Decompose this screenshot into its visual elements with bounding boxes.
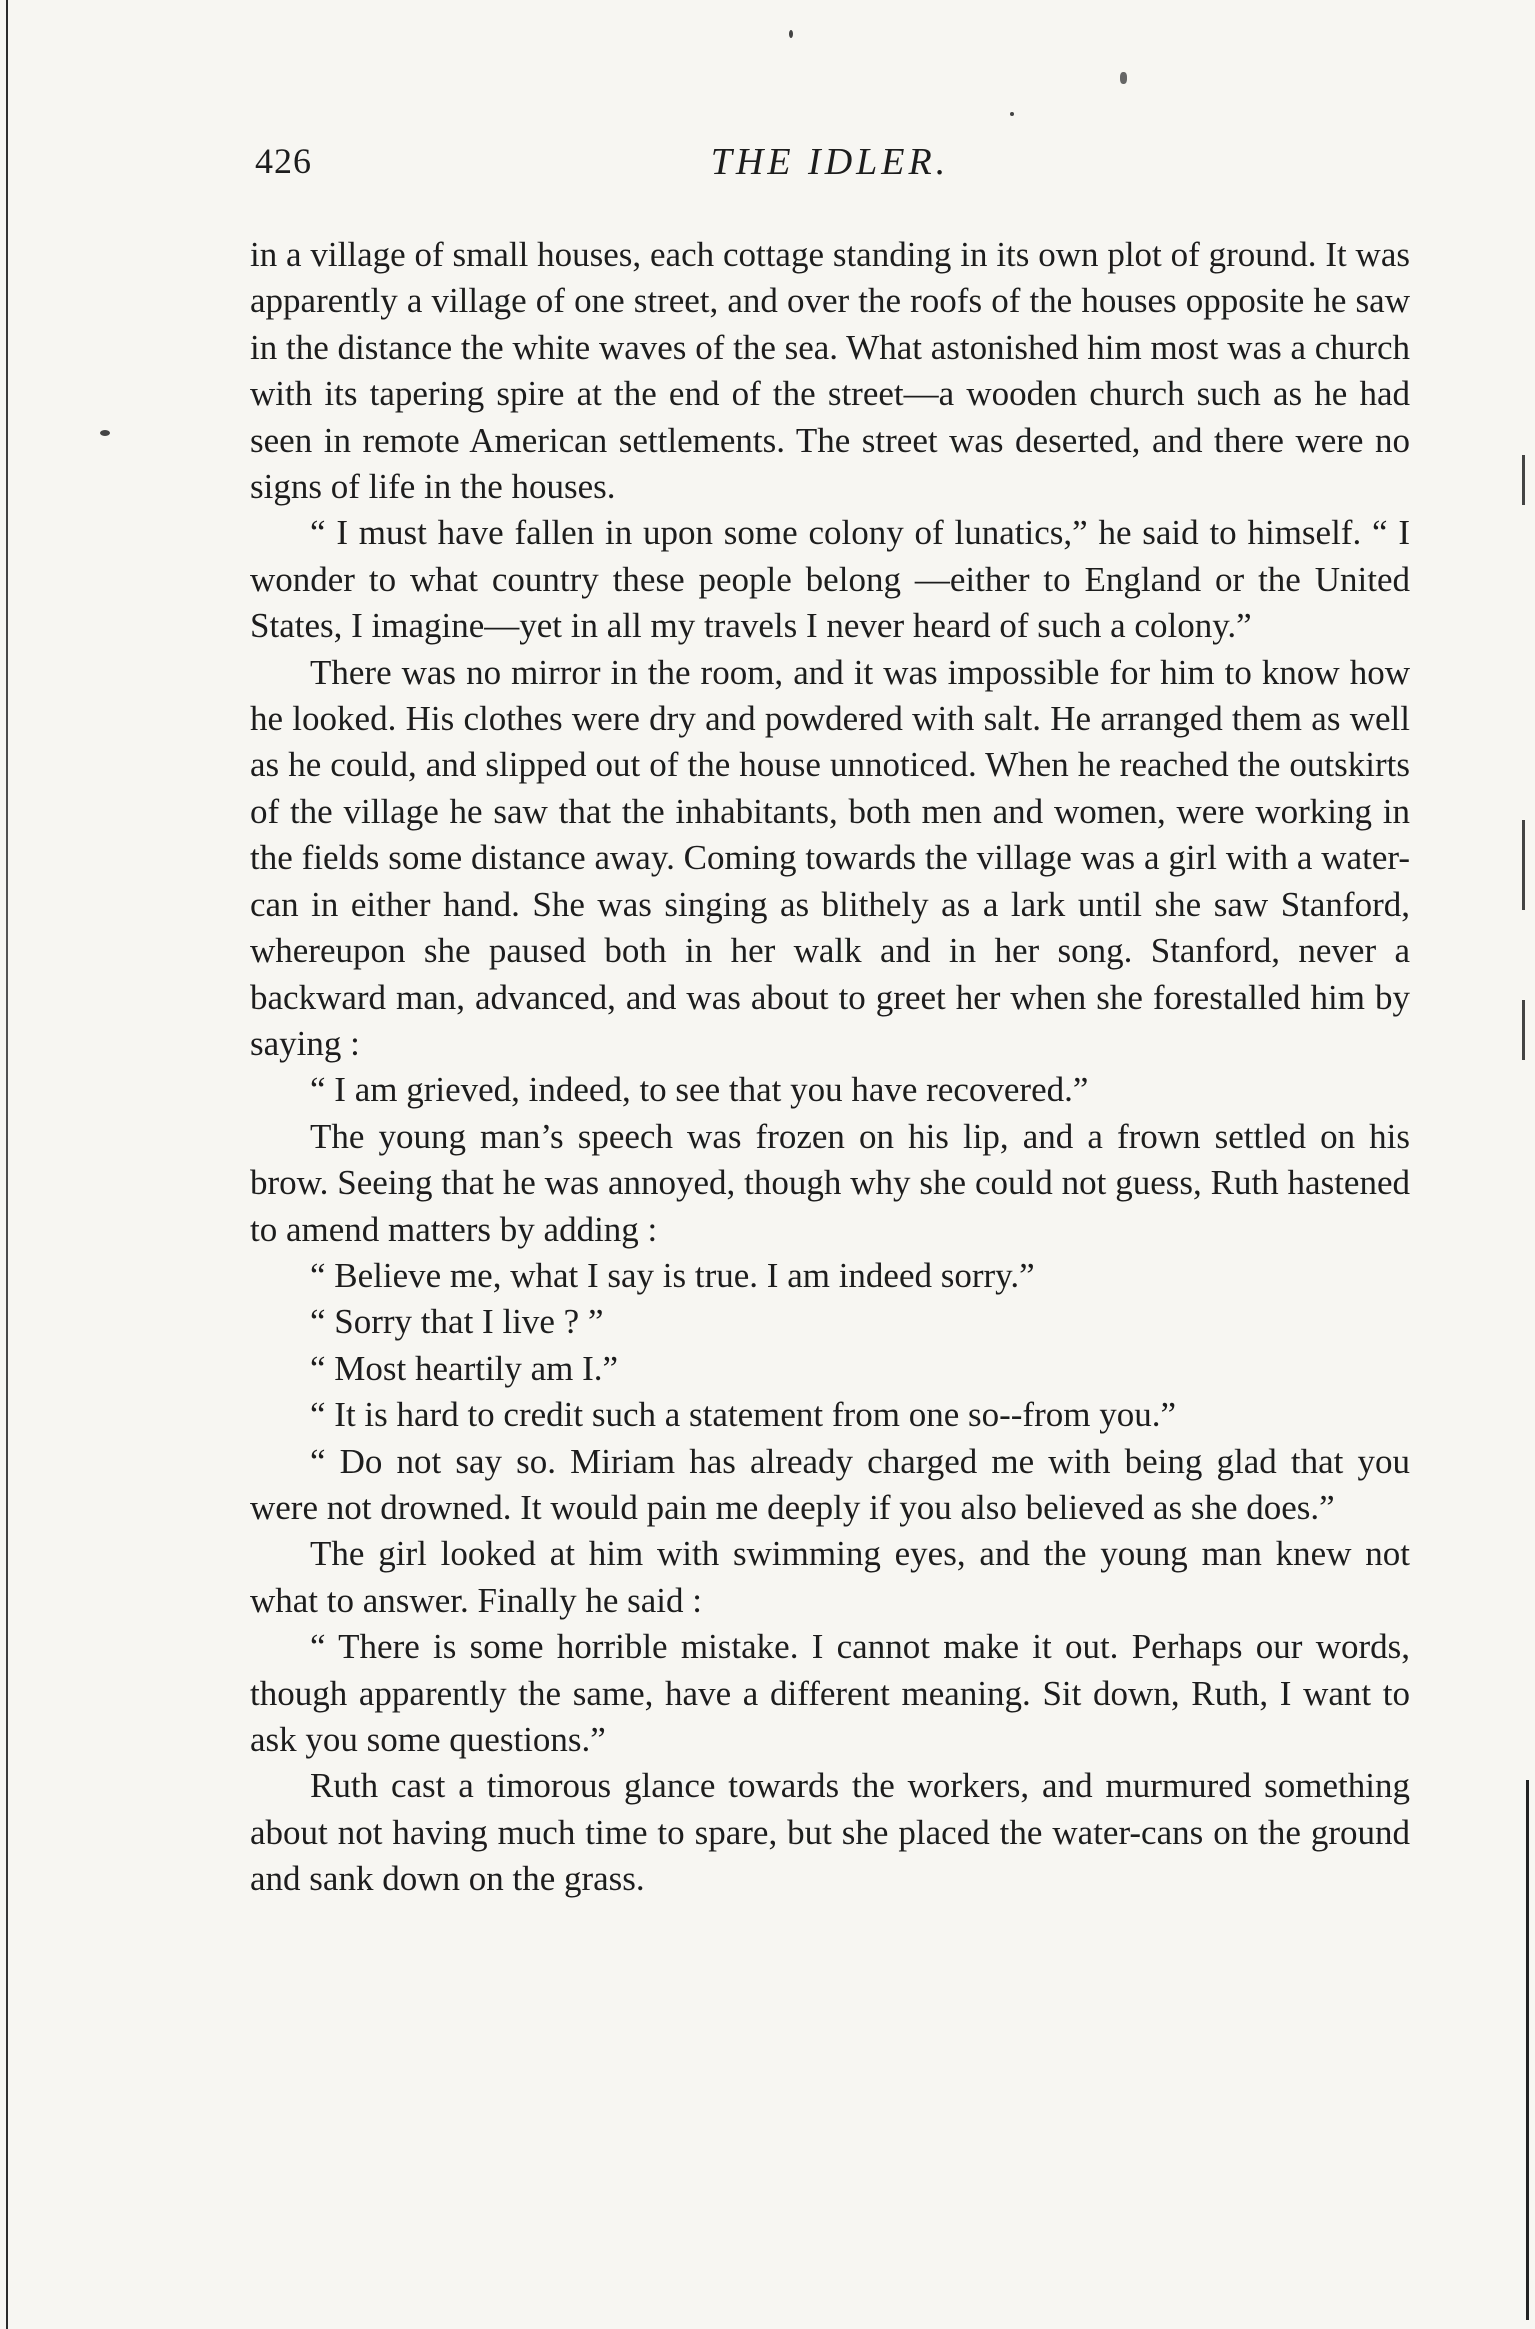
paragraph: “ There is some horrible mistake. I cannot make it out. Perhaps our words, though apparently the same, have a different meaning. Sit down, Ruth, I want to ask you some questions.” — [250, 1627, 1410, 1759]
speck — [1522, 1000, 1525, 1060]
speck — [100, 430, 110, 436]
paragraph: The girl looked at him with swimming eyes, and the young man knew not what to answer. Finally he said : — [250, 1534, 1410, 1620]
page-number: 426 — [255, 141, 312, 181]
speck — [1120, 72, 1127, 84]
paragraph: There was no mirror in the room, and it was impossible for him to know how he looked. His clothes were dry and powdered with salt. He arranged them as well as he could, and slipped out of the house unnoticed. When he reached the outskirts of the village he saw that the inhabitants, both men and women, were working in the fields some distance away. Coming towards the village was a girl with a water-can in either hand. She was singing as blithely as a lark until she saw Stanford, whereupon she paused both in her walk and in her song. Stanford, never a backward man, advanced, and was about to greet her when she forestalled him by saying : — [250, 652, 1410, 1063]
paragraph: in a village of small houses, each cottage standing in its own plot of ground. It was apparently a village of one street, and over the roofs of the houses opposite he saw in the distance the white waves of the sea. What astonished him most was a church with its tapering spire at the end of the street—a wooden church such as he had seen in remote American settlements. The street was deserted, and there were no signs of life in the houses. — [250, 235, 1410, 507]
running-title: THE IDLER. — [710, 141, 950, 183]
page-header — [255, 140, 1405, 200]
body-text — [250, 232, 1410, 1903]
paragraph: “ Believe me, what I say is true. I am indeed sorry.” — [310, 1255, 1035, 1295]
paragraph: “ I must have fallen in upon some colony of lunatics,” he said to himself. “ I wonder to what country these people belong —either to England or the United States, I imagine—yet in all my travels I never heard of such a colony.” — [250, 513, 1410, 646]
speck — [789, 30, 793, 38]
paragraph: The young man’s speech was frozen on his lip, and a frown settled on his brow. Seeing that he was annoyed, though why she could not guess, Ruth hastened to amend matters by adding : — [250, 1116, 1410, 1249]
paragraph: “ I am grieved, indeed, to see that you have recovered.” — [310, 1070, 1089, 1110]
paragraph: Ruth cast a timorous glance towards the workers, and murmured something about not having much time to spare, but she placed the water-cans on the ground and sank down on the grass. — [250, 1766, 1410, 1899]
speck — [1522, 455, 1525, 505]
paragraph: “ Most heartily am I.” — [310, 1348, 619, 1388]
speck — [1010, 112, 1014, 116]
page-edge-right — [1526, 1780, 1529, 2320]
paragraph: “ It is hard to credit such a statement from one so--from you.” — [310, 1395, 1176, 1435]
paragraph: “ Do not say so. Miriam has already charged me with being glad that you were not drowned. It would pain me deeply if you also believed as she does.” — [250, 1441, 1410, 1527]
paragraph: “ Sorry that I live ? ” — [310, 1302, 604, 1342]
page-edge-left — [6, 0, 8, 2329]
speck — [1522, 820, 1525, 910]
